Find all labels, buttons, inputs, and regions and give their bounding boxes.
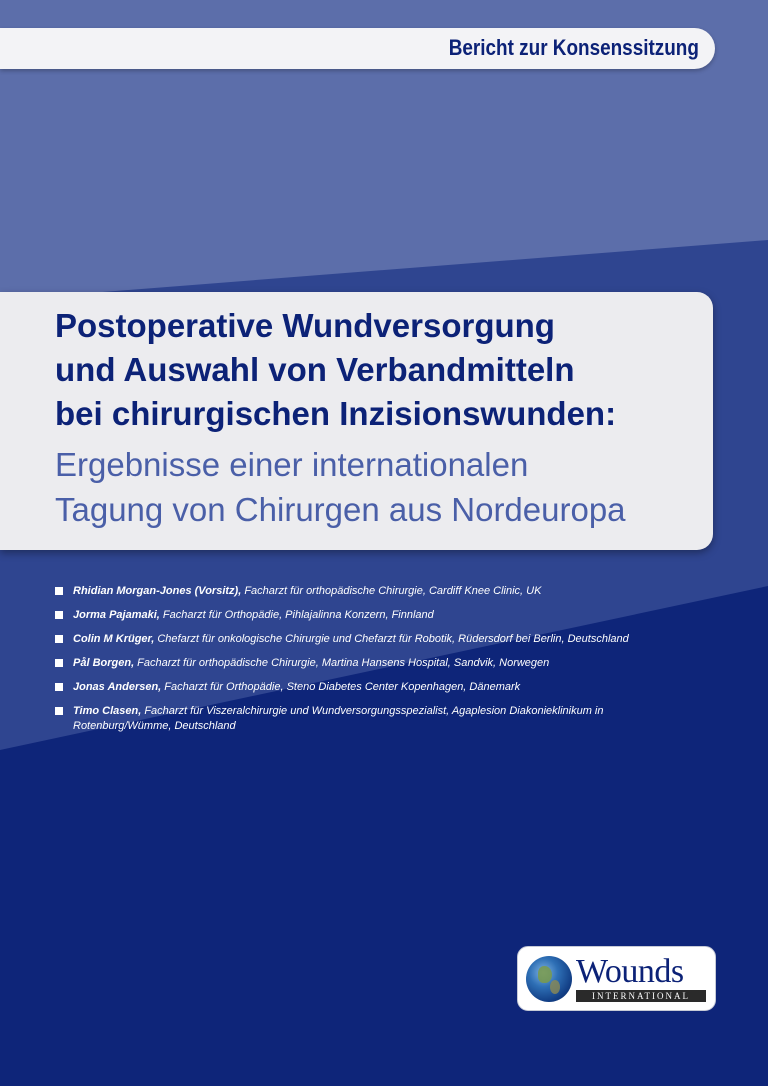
- title-panel: [0, 292, 713, 550]
- subtitle-line: Ergebnisse einer internationalen: [55, 446, 529, 483]
- document-subtitle: [55, 442, 626, 532]
- author-name: Colin M Krüger,: [73, 633, 155, 645]
- author-affiliation: Facharzt für orthopädische Chirurgie, Martina Hansens Hospital, Sandvik, Norwegen: [134, 657, 550, 669]
- author-name: Timo Clasen,: [73, 705, 142, 717]
- title-line: und Auswahl von Verbandmitteln: [55, 351, 575, 388]
- square-bullet-icon: [55, 611, 63, 619]
- author-item: [55, 704, 675, 734]
- logo-subtitle-bar: [576, 990, 706, 1002]
- author-name: Jonas Andersen,: [73, 681, 162, 693]
- title-line: Postoperative Wundversorgung: [55, 307, 555, 344]
- report-type-label: Bericht zur Konsenssitzung: [448, 35, 699, 60]
- square-bullet-icon: [55, 587, 63, 595]
- document-title: [55, 304, 616, 436]
- author-item: [55, 656, 675, 671]
- publisher-logo: [517, 946, 716, 1011]
- logo-wordmark: Wounds: [576, 953, 684, 990]
- square-bullet-icon: [55, 707, 63, 715]
- author-affiliation: Facharzt für Viszeralchirurgie und Wundversorgungsspezialist, Agaplesion Diakonieklinikum in Rotenburg/Wümme, Deutschland: [73, 705, 604, 732]
- subtitle-line: Tagung von Chirurgen aus Nordeuropa: [55, 491, 626, 528]
- square-bullet-icon: [55, 659, 63, 667]
- logo-subtitle: INTERNATIONAL: [592, 991, 690, 1001]
- author-affiliation: Chefarzt für onkologische Chirurgie und Chefarzt für Robotik, Rüdersdorf bei Berlin, Deutschland: [154, 633, 629, 645]
- author-name: Pål Borgen,: [73, 657, 135, 669]
- author-list: [55, 584, 675, 743]
- author-item: [55, 584, 675, 599]
- title-line: bei chirurgischen Inzisionswunden:: [55, 395, 617, 432]
- author-affiliation: Facharzt für orthopädische Chirurgie, Cardiff Knee Clinic, UK: [241, 585, 542, 597]
- report-type-banner: [0, 28, 715, 69]
- square-bullet-icon: [55, 683, 63, 691]
- author-item: [55, 608, 675, 623]
- author-affiliation: Facharzt für Orthopädie, Pihlajalinna Konzern, Finnland: [159, 609, 434, 621]
- author-affiliation: Facharzt für Orthopädie, Steno Diabetes Center Kopenhagen, Dänemark: [161, 681, 521, 693]
- author-item: [55, 632, 675, 647]
- globe-icon: [526, 956, 572, 1002]
- author-item: [55, 680, 675, 695]
- author-name: Jorma Pajamaki,: [73, 609, 160, 621]
- square-bullet-icon: [55, 635, 63, 643]
- author-name: Rhidian Morgan-Jones (Vorsitz),: [73, 585, 242, 597]
